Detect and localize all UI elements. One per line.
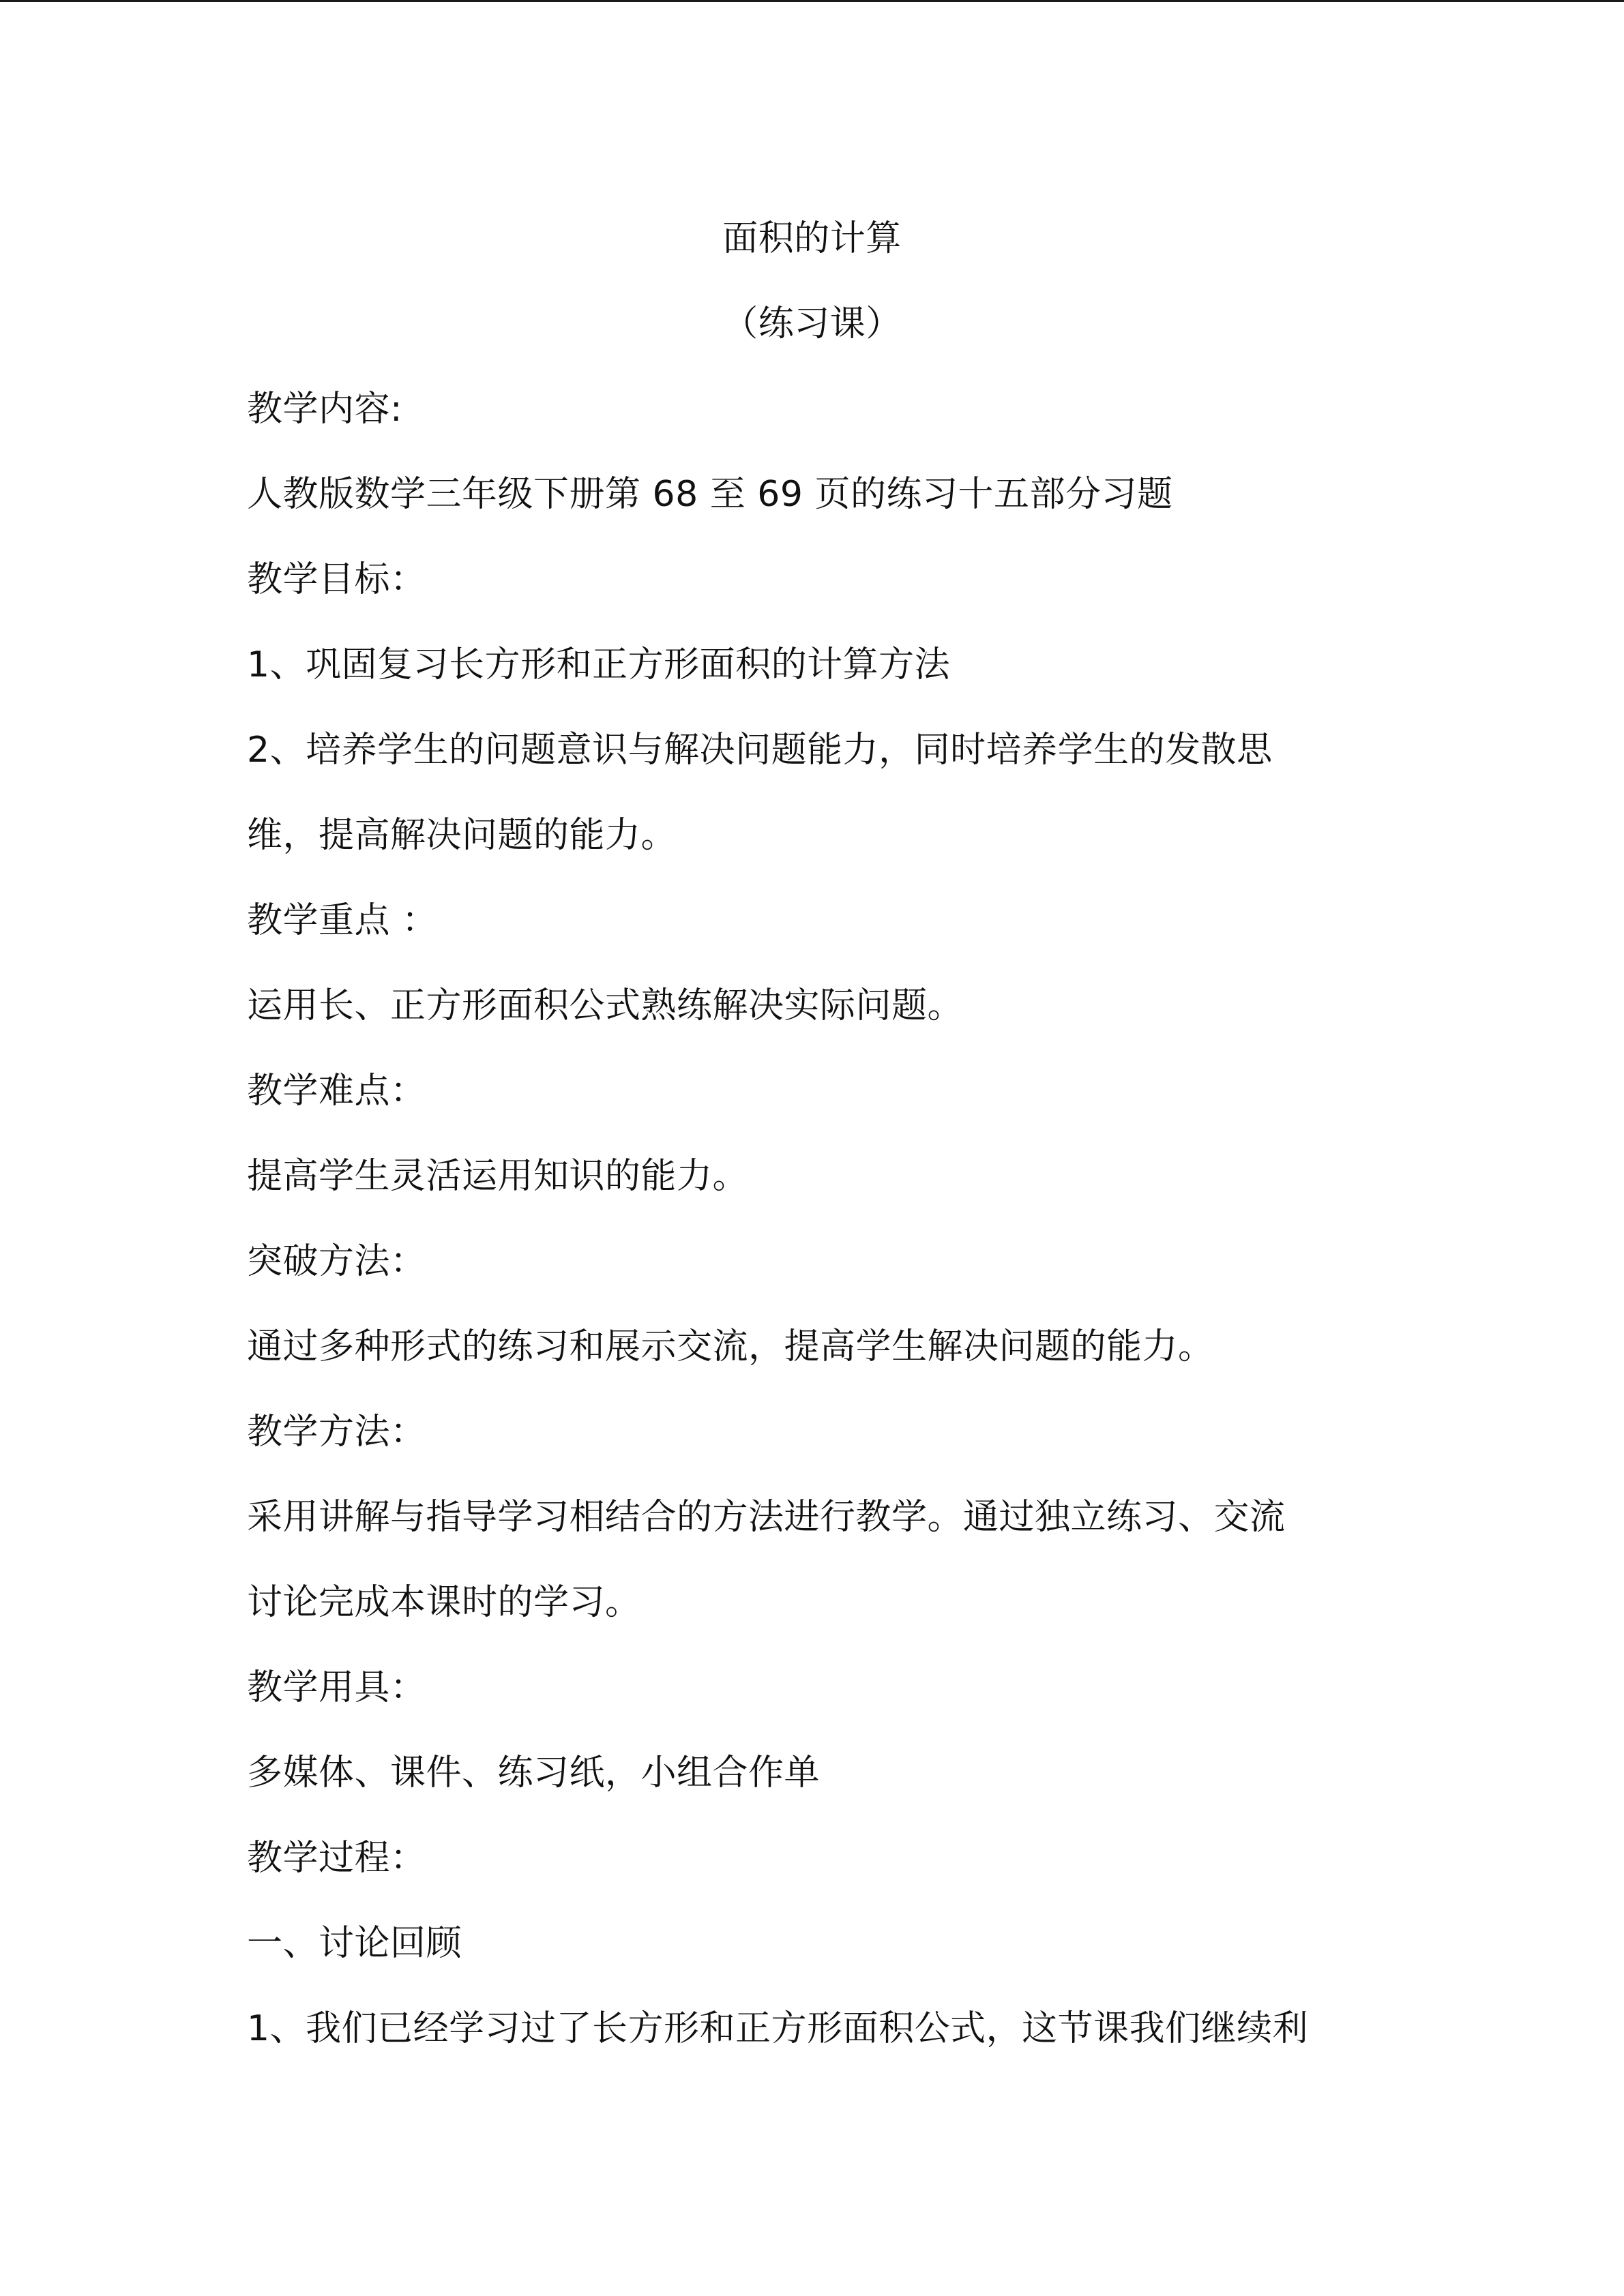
paragraph-line: 2、培养学生的问题意识与解决问题能力，同时培养学生的发散思: [247, 730, 1273, 771]
section-heading-teaching-process: 教学过程：: [247, 1838, 426, 1879]
paragraph-line: 运用长、正方形面积公式熟练解决实际问题。: [247, 985, 964, 1026]
section-heading-key-points: 教学重点 ：: [247, 900, 438, 941]
paragraph-line: 讨论完成本课时的学习。: [247, 1582, 641, 1623]
subsection-heading-review: 一、讨论回顾: [247, 1923, 462, 1964]
section-heading-difficulties: 教学难点：: [247, 1071, 426, 1112]
section-heading-teaching-goals: 教学目标：: [247, 559, 426, 600]
paragraph-line: 维，提高解决问题的能力。: [247, 815, 677, 856]
paragraph-line: 1、巩固复习长方形和正方形面积的计算方法: [247, 644, 951, 685]
document-subtitle: （练习课）: [722, 303, 902, 344]
paragraph-line: 通过多种形式的练习和展示交流，提高学生解决问题的能力。: [247, 1326, 1214, 1367]
paragraph-line: 1、我们已经学习过了长方形和正方形面积公式，这节课我们继续利: [247, 2008, 1309, 2049]
section-heading-teaching-method: 教学方法：: [247, 1412, 426, 1452]
section-heading-breakthrough: 突破方法：: [247, 1241, 426, 1282]
paragraph-line: 采用讲解与指导学习相结合的方法进行教学。通过独立练习、交流: [247, 1497, 1286, 1538]
paragraph-line: 多媒体、课件、练习纸，小组合作单: [247, 1753, 821, 1793]
document-title: 面积的计算: [722, 218, 902, 259]
section-heading-teaching-content: 教学内容:: [247, 389, 403, 430]
section-heading-teaching-tools: 教学用具：: [247, 1667, 426, 1708]
paragraph-line: 提高学生灵活运用知识的能力。: [247, 1156, 749, 1197]
paragraph-line: 人教版数学三年级下册第 68 至 69 页的练习十五部分习题: [247, 474, 1173, 515]
